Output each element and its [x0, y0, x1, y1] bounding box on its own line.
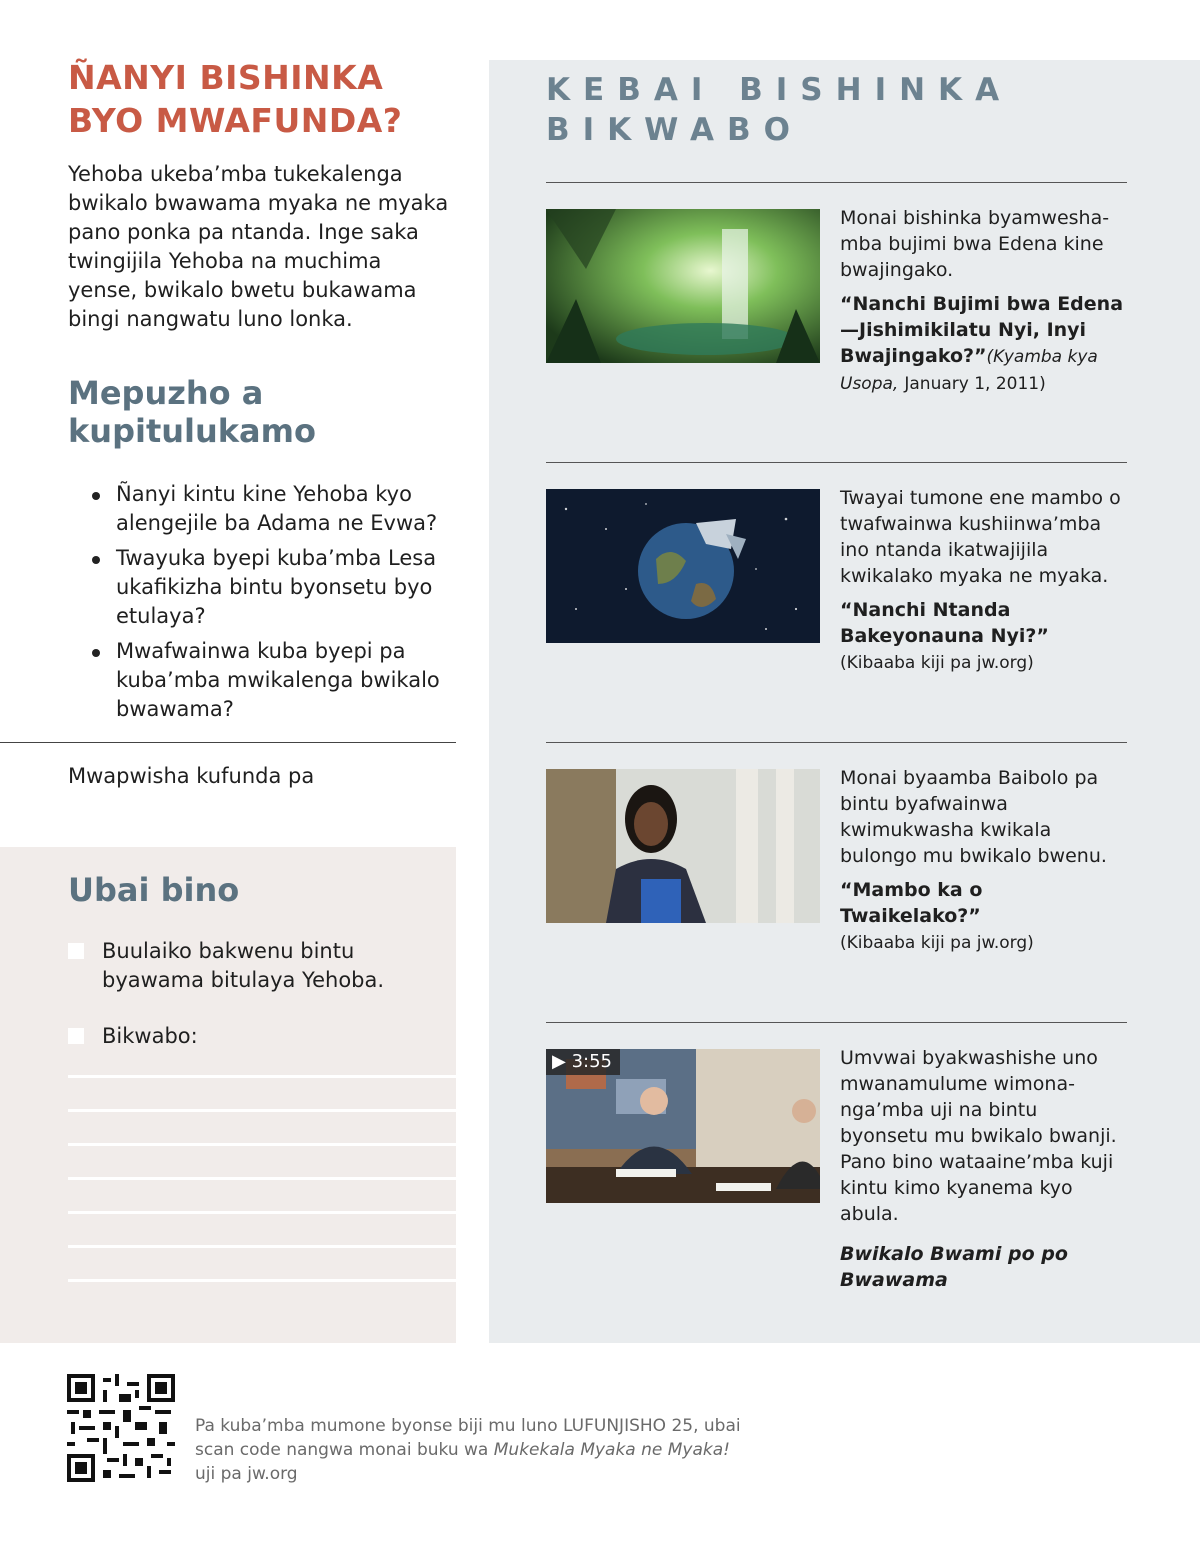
resource-reference[interactable]: Bwikalo Bwami po po Bwawama — [840, 1243, 1068, 1291]
task-item — [68, 1022, 438, 1051]
writing-line[interactable] — [68, 1211, 456, 1214]
finished-date-label: Mwapwisha kufunda pa — [68, 764, 315, 788]
bullet-icon — [92, 556, 100, 564]
review-question: Ñanyi kintu kine Yehoba kyo alengejile ba Adama ne Evwa? — [90, 480, 450, 538]
writing-line[interactable] — [68, 1143, 456, 1146]
try-this-title: Ubai bino — [68, 871, 240, 909]
task-label: Buulaiko bakwenu bintu byawama bitulaya Yehoba. — [102, 939, 385, 992]
checkbox[interactable] — [68, 943, 84, 959]
bullet-icon — [92, 649, 100, 657]
resource-reference[interactable]: “Nanchi Ntanda Bakeyonauna Nyi?” (Kibaaba kiji pa jw.org) — [840, 599, 1049, 673]
writing-line[interactable] — [68, 1245, 456, 1248]
task-label: Bikwabo: — [102, 1024, 198, 1048]
divider — [546, 462, 1127, 463]
resource-item — [840, 205, 1125, 397]
qr-code-icon[interactable] — [67, 1374, 175, 1482]
review-question: Mwafwainwa kuba byepi pa kuba’mba mwikalenga bwikalo bwawama? — [90, 637, 450, 724]
review-title: Mepuzho a kupitulukamo — [68, 374, 316, 450]
resource-description: Monai bishinka byamweshamba bujimi bwa Edena kine bwajingako. — [840, 207, 1110, 281]
resource-description: Umvwai byakwashishe uno mwanamulume wimonanga’mba uji na bintu byonsetu mu bwikalo bwanji. Pano bino wataaine’mba kuji kintu kimo kyanema kyo abula. — [840, 1047, 1117, 1225]
resource-item — [840, 765, 1125, 956]
divider — [0, 742, 456, 743]
video-thumbnail[interactable] — [546, 1049, 820, 1203]
resource-description: Twayai tumone ene mambo o twafwainwa kushiinwa’mba ino ntanda ikatwajijila kwikalako myaka ne myaka. — [840, 487, 1121, 587]
resource-reference[interactable]: “Nanchi Bujimi bwa Edena —Jishimikilatu Nyi, Inyi Bwajingako?”(Kyamba kya Usopa, January 1, 2011) — [840, 293, 1124, 394]
divider — [546, 1022, 1127, 1023]
resource-description: Monai byaamba Baibolo pa bintu byafwainwa kwimukwasha kwikala bulongo mu bwikalo bwenu. — [840, 767, 1107, 867]
task-item — [68, 937, 438, 995]
resource-item — [840, 1045, 1125, 1293]
try-this-box — [0, 847, 456, 1343]
intro-paragraph: Yehoba ukeba’mba tukekalenga bwikalo bwawama myaka ne myaka pano ponka pa ntanda. Inge saka twingijila Yehoba na muchima yense, bwikalo bwetu bukawama bingi nangwatu luno lonka. — [68, 162, 449, 331]
more-info-title: KEBAI BISHINKA BIKWABO — [546, 72, 1013, 148]
resource-item — [840, 485, 1125, 676]
review-question: Twayuka byepi kuba’mba Lesa ukafikizha bintu byonsetu byo etulaya? — [90, 544, 450, 631]
divider — [546, 182, 1127, 183]
checkbox[interactable] — [68, 1028, 84, 1044]
writing-line[interactable] — [68, 1109, 456, 1112]
woman-portrait-image[interactable] — [546, 769, 820, 923]
writing-line[interactable] — [68, 1279, 456, 1282]
eden-garden-image[interactable] — [546, 209, 820, 363]
main-title: ÑANYI BISHINKA BYO MWAFUNDA? — [68, 58, 403, 140]
broken-earth-image[interactable] — [546, 489, 820, 643]
writing-line[interactable] — [68, 1177, 456, 1180]
review-questions-list — [90, 480, 450, 730]
footer-note: Pa kuba’mba mumone byonse biji mu luno LUFUNJISHO 25, ubai scan code nangwa monai buku wa Mukekala Myaka ne Myaka! uji pa jw.org — [195, 1416, 741, 1484]
writing-line[interactable] — [68, 1075, 456, 1078]
resource-reference[interactable]: “Mambo ka o Twaikelako?” (Kibaaba kiji pa jw.org) — [840, 879, 1034, 953]
bullet-icon — [92, 492, 100, 500]
divider — [546, 742, 1127, 743]
video-duration-badge[interactable]: ▶ 3:55 — [546, 1049, 620, 1075]
